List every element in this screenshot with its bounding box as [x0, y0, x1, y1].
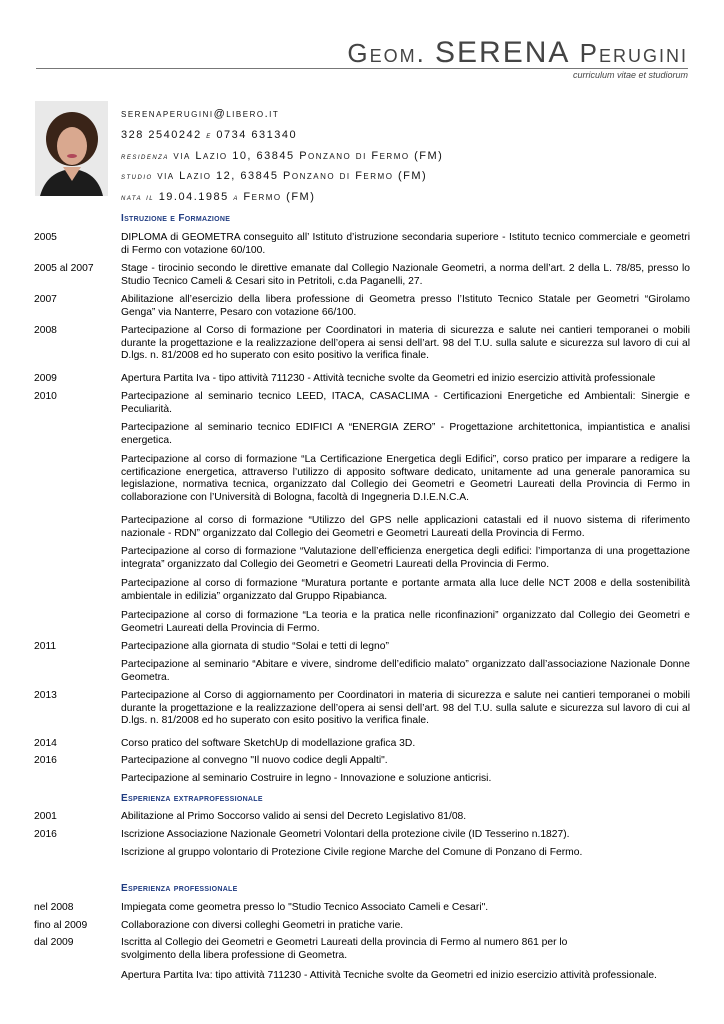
cv-row [34, 422, 690, 447]
row-year: 2011 [34, 641, 57, 652]
cv-row [34, 738, 690, 751]
cv-row [34, 454, 690, 504]
row-text: Partecipazione al corso di formazione “La teoria e la pratica nelle riconfinazioni” organizzato dal Collegio dei Geometri e Geometri Laureati della Provincia di Fermo. [121, 610, 690, 634]
row-year: nel 2008 [34, 902, 74, 913]
row-text: Apertura Partita Iva: tipo attività 711230 - Attività Tecniche svolte da Geometri ed inizio esercizio attività professionale. [121, 970, 657, 981]
row-text: Iscrizione al gruppo volontario di Protezione Civile regione Marche del Comune di Ponzano di Fermo. [121, 847, 583, 858]
cv-row [34, 515, 690, 540]
phone-line [121, 125, 443, 146]
row-text: Abilitazione all’esercizio della libera professione di Geometra presso l’Istituto Tecnico Statale per Geometri “Girolamo Genga” via Nanterre, Pesaro con votazione 66/100. [121, 294, 690, 318]
email-line [121, 104, 443, 125]
row-year: 2016 [34, 829, 57, 840]
cv-row [34, 232, 690, 257]
title-surname: Perugini [579, 38, 688, 68]
residenza-line [121, 146, 443, 167]
title-rule [36, 68, 688, 69]
cv-row [34, 578, 690, 603]
row-year: 2009 [34, 373, 57, 384]
birth-date: 19.04.1985 [158, 191, 229, 204]
contact-block [121, 104, 443, 208]
cv-row [34, 659, 690, 684]
birth-place: Fermo (FM) [243, 191, 316, 204]
row-year: 2010 [34, 391, 57, 402]
cv-row [34, 970, 690, 983]
row-text: Partecipazione al seminario Costruire in legno - Innovazione e soluzione anticrisi. [121, 773, 492, 784]
phone-separator: e [206, 129, 212, 140]
row-year: 2016 [34, 755, 57, 766]
email[interactable]: serenaperugini@libero.it [121, 108, 280, 120]
row-text: Partecipazione al corso di formazione “La Certificazione Energetica degli Edifici”, corso pratico per imparare a redigere la certificazione energetica, attraverso l’utilizzo di apposito software dedicato, unitamente ad una generale panoramica su legislazione, normativa tecnica, organizzato dal Collegio dei Geometri e Geometri Laureati della Provincia di Fermo in collaborazione con l’Università di Bologna, facoltà di Ingegneria D.I.E.N.C.A. [121, 454, 690, 503]
cv-row [34, 829, 690, 842]
cv-row [34, 755, 690, 768]
row-text: Iscritta al Collegio dei Geometri e Geometri Laureati della provincia di Fermo al numero 861 per lo svolgimento della libera professione di Geometra. [121, 937, 568, 961]
row-text: Abilitazione al Primo Soccorso valido ai sensi del Decreto Legislativo 81/08. [121, 811, 467, 822]
row-text: Partecipazione al convegno "Il nuovo codice degli Appalti". [121, 755, 388, 766]
cv-row [34, 920, 690, 933]
section-extraprofessionale: Esperienza extraprofessionale [121, 793, 263, 804]
cv-row [34, 773, 690, 786]
cv-title [347, 36, 688, 70]
row-text: Collaborazione con diversi colleghi Geometri in pratiche varie. [121, 920, 404, 931]
cv-row [34, 325, 690, 363]
cv-subtitle: curriculum vitae et studiorum [572, 70, 688, 80]
phone-1: 328 2540242 [121, 128, 202, 141]
row-year: 2007 [34, 294, 57, 305]
cv-row [34, 811, 690, 824]
residenza-label: residenza [121, 150, 169, 161]
residenza-address: via Lazio 10, 63845 Ponzano di Fermo (FM) [173, 149, 444, 162]
phone-2: 0734 631340 [216, 128, 298, 141]
row-year: 2005 [34, 232, 57, 243]
row-text: Partecipazione al corso di formazione “Muratura portante e portante armata alla luce delle NCT 2008 e della sostenibilità ambientale in edilizia” organizzato dal Gruppo Ripabianca. [121, 578, 690, 602]
studio-line [121, 166, 443, 187]
cv-row [34, 391, 690, 416]
row-year: 2014 [34, 738, 57, 749]
cv-row [34, 902, 690, 915]
cv-row [34, 373, 690, 386]
studio-address: via Lazio 12, 63845 Ponzano di Fermo (FM) [157, 170, 428, 183]
cv-row [34, 847, 690, 860]
row-text: Partecipazione al corso di formazione “Utilizzo del GPS nelle applicazioni catastali ed il nuovo sistema di riferimento nazionale - RDN” organizzato dal Collegio dei Geometri e Geometri Laureati della Provincia di Fermo. [121, 515, 690, 539]
row-text: Partecipazione al corso di formazione “Valutazione dell’efficienza energetica degli edifici: l’importanza di una progettazione integrata” organizzato dal Collegio dei Geometri e Geometri Laureati della Provincia di Fermo. [121, 546, 690, 570]
row-text: Partecipazione alla giornata di studio “Solai e tetti di legno” [121, 641, 389, 652]
cv-row [34, 546, 690, 571]
row-text: Partecipazione al Corso di formazione per Coordinatori in materia di sicurezza e salute nei cantieri temporanei o mobili durante la progettazione e la realizzazione dell’opera ai sensi dell’art. 98 del T.U. sulla salute e sicurezza sul lavoro di cui al D.lgs. n. 81/2008 ed ho superato con esito positivo la verifica finale. [121, 325, 690, 361]
row-text: DIPLOMA di GEOMETRA conseguito all’ Istituto d’istruzione secondaria superiore - Istituto tecnico commerciale e geometri di Fermo con votazione 60/100. [121, 232, 690, 256]
cv-row [34, 937, 594, 962]
row-year: fino al 2009 [34, 920, 88, 931]
row-text: Iscrizione Associazione Nazionale Geometri Volontari della protezione civile (ID Tesserino n.1827). [121, 829, 570, 840]
row-year: 2005 al 2007 [34, 263, 94, 274]
row-text: Corso pratico del software SketchUp di modellazione grafica 3D. [121, 738, 416, 749]
row-year: 2001 [34, 811, 57, 822]
birth-line [121, 187, 443, 208]
row-text: Apertura Partita Iva - tipo attività 711230 - Attività tecniche svolte da Geometri ed inizio esercizio attività professionale [121, 373, 656, 384]
row-text: Partecipazione al Corso di aggiornamento per Coordinatori in materia di sicurezza e salute nei cantieri temporanei o mobili durante la progettazione e la realizzazione dell’opera ai sensi dell’art. 98 del T.U. sulla salute e sicurezza sul lavoro di cui al D.lgs. n. 81/2008 ed ho superato con esito positivo la verifica finale. [121, 690, 690, 726]
row-year: 2008 [34, 325, 57, 336]
section-professionale: Esperienza professionale [121, 883, 238, 894]
row-text: Stage - tirocinio secondo le direttive emanate dal Collegio Nazionale Geometri, a norma dell’art. 2 della L. 78/85, presso lo Studio Tecnico Cameli & Cesari sito in Petritoli, c.da Paganelli, 27. [121, 263, 690, 287]
studio-label: studio [121, 171, 153, 182]
row-text: Partecipazione al seminario “Abitare e vivere, sindrome dell’edificio malato” organizzato dall’associazione Nazionale Donne Geometra. [121, 659, 690, 683]
nata-label: nata il [121, 192, 155, 203]
section-istruzione: Istruzione e Formazione [121, 213, 231, 224]
row-text: Impiegata come geometra presso lo "Studio Tecnico Associato Cameli e Cesari". [121, 902, 489, 913]
cv-row [34, 263, 690, 288]
row-year: 2013 [34, 690, 57, 701]
row-text: Partecipazione al seminario tecnico LEED, ITACA, CASACLIMA - Certificazioni Energetiche ed Ambientali: Sinergie e Peculiarità. [121, 391, 690, 415]
birth-separator: a [233, 192, 239, 203]
cv-row [34, 690, 690, 728]
portrait-photo [35, 101, 108, 196]
cv-row [34, 641, 690, 654]
title-prefix: Geom. [347, 38, 426, 68]
cv-row [34, 294, 690, 319]
title-name: SERENA [435, 36, 571, 69]
row-year: dal 2009 [34, 937, 74, 948]
row-text: Partecipazione al seminario tecnico EDIFICI A “ENERGIA ZERO” - Progettazione architettonica, impiantistica e analisi energetica. [121, 422, 690, 446]
cv-row [34, 610, 690, 635]
